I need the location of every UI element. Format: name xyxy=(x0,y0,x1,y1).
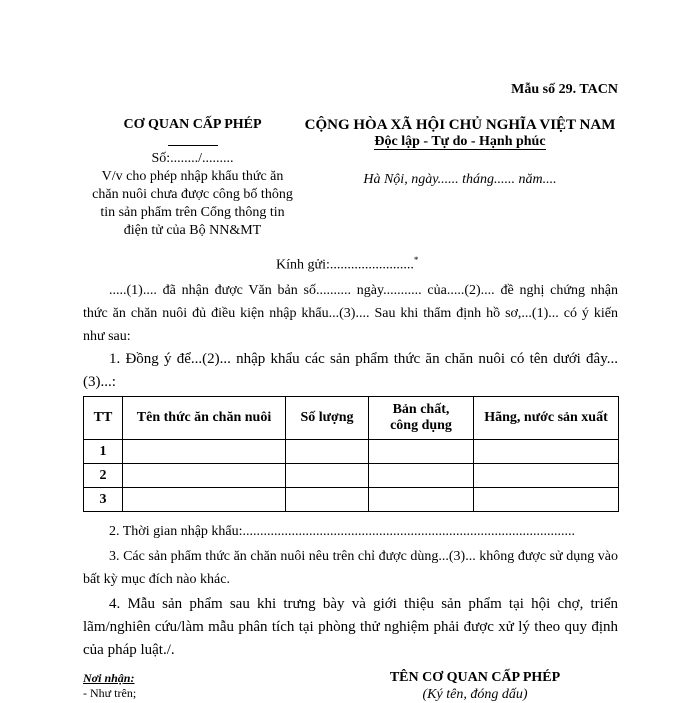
header-product-name: Tên thức ăn chăn nuôi xyxy=(123,397,286,440)
subject-line: chăn nuôi chưa được công bố thông xyxy=(92,187,293,202)
recipient-salutation: Kính gửi:........................* xyxy=(276,255,419,273)
table-row xyxy=(84,488,619,512)
header-quantity: Số lượng xyxy=(286,397,369,440)
intro-paragraph: .....(1).... đã nhận được Văn bản số.......... ngày........... của.....(2).... đề nghị chứng nhận thức ăn chăn nuôi đủ điều kiện nhập khẩu...(3).... Sau khi thẩm định hồ sơ,...(1)... có ý kiến như sau: xyxy=(83,283,618,344)
place-date: Hà Nội, ngày...... tháng...... năm.... xyxy=(363,172,557,187)
footnote-mark: * xyxy=(413,255,419,265)
product-table xyxy=(83,396,619,512)
authority-name: CƠ QUAN CẤP PHÉP xyxy=(123,117,262,132)
recipients-label: Nơi nhận: xyxy=(83,671,135,685)
header-manufacturer: Hãng, nước sản xuất xyxy=(474,397,619,440)
header-tt: TT xyxy=(84,397,123,440)
republic-title: CỘNG HÒA XÃ HỘI CHỦ NGHĨA VIỆT NAM xyxy=(304,117,616,133)
document-number: Số:......../......... xyxy=(151,151,234,166)
row-number: 1 xyxy=(84,440,123,464)
signature-note: (Ký tên, đóng dấu) xyxy=(422,687,528,702)
table-row xyxy=(84,440,619,464)
document-subject xyxy=(80,168,305,240)
recipients-item: - Như trên; xyxy=(83,686,137,700)
subject-line: tin sản phẩm trên Cổng thông tin xyxy=(100,205,285,220)
item-3: 3. Các sản phẩm thức ăn chăn nuôi nêu trên chỉ được dùng...(3)... không được sử dụng vào bất kỳ mục đích nào khác. xyxy=(83,549,618,587)
header-nature-use: Bản chất, công dụng xyxy=(369,397,474,440)
form-number: Mẫu số 29. TACN xyxy=(511,82,618,97)
signature-authority: TÊN CƠ QUAN CẤP PHÉP xyxy=(389,670,561,685)
table-row xyxy=(84,464,619,488)
row-number: 3 xyxy=(84,488,123,512)
national-motto: Độc lập - Tự do - Hạnh phúc xyxy=(374,134,546,149)
item-2: 2. Thời gian nhập khẩu:............................................................................................... xyxy=(109,524,576,539)
authority-underline xyxy=(168,145,218,146)
row-number: 2 xyxy=(84,464,123,488)
subject-line: điện tử của Bộ NN&MT xyxy=(123,223,262,238)
subject-line: V/v cho phép nhập khẩu thức ăn xyxy=(101,169,284,184)
item-4: 4. Mẫu sản phẩm sau khi trưng bày và giới thiệu sản phẩm tại hội chợ, triển lãm/nghiên cứu/làm mẫu phân tích tại phòng thử nghiệm phải được xử lý theo quy định của pháp luật./. xyxy=(83,596,618,658)
table-header-row xyxy=(84,397,619,440)
item-1: 1. Đồng ý để...(2)... nhập khẩu các sản phẩm thức ăn chăn nuôi có tên dưới đây...(3)...: xyxy=(83,351,618,390)
